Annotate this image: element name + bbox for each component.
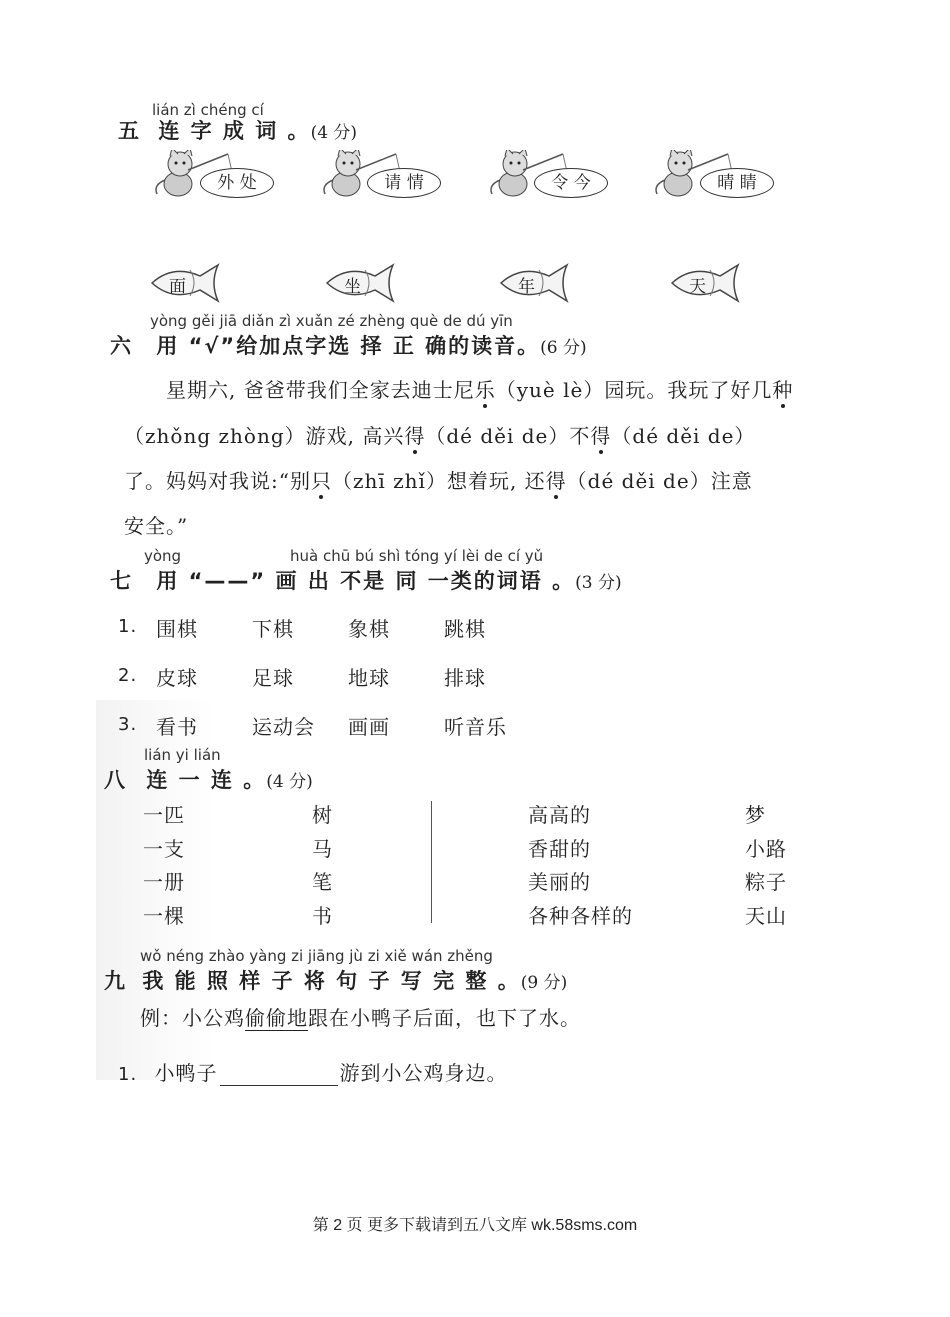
s6-heading <box>110 330 587 360</box>
fish-char: 年 <box>518 277 536 297</box>
s6-line4: 安全。” <box>124 514 189 538</box>
s8-col-right-a: 高高的 香甜的 美丽的 各种各样的 <box>528 803 633 928</box>
dotted-char: 乐 <box>474 378 496 402</box>
cat-word-oval: 外 处 <box>200 168 274 198</box>
cat-word-oval: 请 情 <box>367 168 441 198</box>
s5-score: (4 分) <box>310 123 358 143</box>
s7-score: (3 分) <box>575 573 622 593</box>
s6-pinyin: yòng gěi jiā diǎn zì xuǎn zé zhèng què de dú yīn <box>150 312 513 330</box>
dotted-char: 种 <box>772 378 794 402</box>
s6-number: 六 <box>110 334 133 358</box>
fish-char: 天 <box>689 277 707 297</box>
s9-score: (9 分) <box>520 973 568 993</box>
dotted-char: 得 <box>545 469 567 493</box>
s6-score: (6 分) <box>540 338 587 358</box>
fish-char: 坐 <box>344 277 362 297</box>
s5-pinyin: lián zì chéng cí <box>152 101 264 119</box>
s6-line2: （zhǒng zhòng）游戏, 高兴得（dé děi de）不得（dé děi de） <box>124 424 756 448</box>
s6-line1: 星期六, 爸爸带我们全家去迪士尼乐（yuè lè）园玩。我玩了好几种 <box>166 378 794 402</box>
s8-number: 八 <box>104 768 127 792</box>
s7-title: 用 “——” 画 出 不是 同 一类的词语 。 <box>156 569 576 593</box>
s5-heading <box>118 115 357 145</box>
cat-word-oval: 令 今 <box>534 168 608 198</box>
s7-heading <box>110 565 622 595</box>
s8-divider <box>431 801 432 923</box>
s7-row: 1. 围棋 下棋 象棋 跳棋 <box>118 616 486 641</box>
fish-illustrations <box>148 262 748 304</box>
s6-line3: 了。妈妈对我说:“别只（zhī zhǐ）想着玩, 还得（dé děi de）注意 <box>124 469 753 493</box>
s5-title: 连 字 成 词 。 <box>158 119 311 143</box>
s9-heading <box>104 965 567 995</box>
s8-pinyin: lián yi lián <box>144 746 221 764</box>
s8-heading <box>104 764 313 794</box>
s7-pinyin-2: huà chū bú shì tóng yí lèi de cí yǔ <box>290 547 544 565</box>
cat-word-oval: 晴 睛 <box>700 168 774 198</box>
s8-score: (4 分) <box>266 772 313 792</box>
s8-col-left-a: 一匹 一支 一册 一棵 <box>143 803 185 928</box>
s9-pinyin: wǒ néng zhào yàng zi jiāng jù zi xiě wán zhěng <box>140 947 493 965</box>
s9-q1: 1. 小鸭子 游到小公鸡身边。 <box>118 1061 508 1085</box>
s7-row: 3. 看书 运动会 画画 听音乐 <box>118 714 507 739</box>
s7-pinyin-1: yòng <box>144 547 182 565</box>
answer-blank[interactable] <box>220 1065 338 1086</box>
dotted-char: 得 <box>404 424 426 448</box>
s7-number: 七 <box>110 569 133 593</box>
s8-title: 连 一 连 。 <box>146 768 267 792</box>
s9-example: 例：小公鸡偷偷地跟在小鸭子后面，也下了水。 <box>140 1006 581 1030</box>
s9-title: 我 能 照 样 子 将 句 子 写 完 整 。 <box>142 969 521 993</box>
s9-number: 九 <box>104 969 127 993</box>
page-footer: 第 2 页 更多下载请到五八文库 wk.58sms.com <box>312 1217 638 1234</box>
s5-number: 五 <box>118 119 141 143</box>
dotted-char: 只 <box>310 469 332 493</box>
s8-col-right-b: 梦 小路 粽子 天山 <box>745 803 787 928</box>
s7-row: 2. 皮球 足球 地球 排球 <box>118 665 486 690</box>
fish-char: 面 <box>169 277 187 297</box>
s8-col-left-b: 树 马 笔 书 <box>312 803 333 928</box>
underlined-word: 偷偷地 <box>245 1006 308 1030</box>
dotted-char: 得 <box>590 424 612 448</box>
s6-title: 用 “√”给加点字选 择 正 确的读音。 <box>156 334 541 358</box>
